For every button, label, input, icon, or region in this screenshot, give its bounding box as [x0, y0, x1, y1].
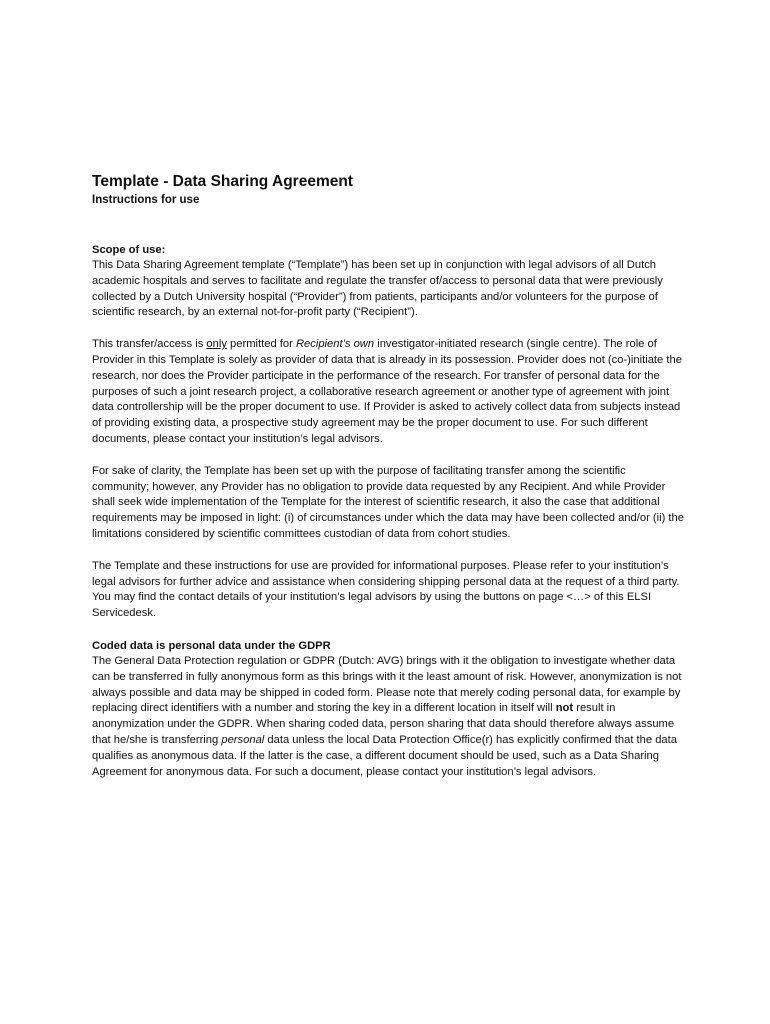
paragraph-transfer-access: [92, 337, 684, 448]
text-run: data unless the local Data Protection Office(r) has explicitly confirmed that the data qualifies as anonymous data. If the latter is the case, a different document should be used, such as a Data Sharing Agreement for anonymous data. For such a document, please contact your institution’s legal advisors.: [92, 733, 677, 778]
document-body: [92, 172, 684, 796]
paragraph-informational: The Template and these instructions for use are provided for informational purposes. Please refer to your institution’s legal advisors for further advice and assistance when considering shipping personal data at the request of a third party. You may find the contact details of your institution’s legal advisors by using the buttons on page <…> of this ELSI Servicedesk.: [92, 559, 680, 620]
text-run: This transfer/access is: [92, 338, 207, 351]
text-run: permitted for: [226, 338, 296, 351]
emphasis-personal: personal: [221, 733, 265, 746]
text-run: result in anonymization under the GDPR. When sharing coded data, person sharing that data should therefore always assume that he/she is transferring: [92, 702, 675, 746]
emphasis-only: only: [206, 338, 227, 351]
document-title: Template - Data Sharing Agreement: [92, 173, 353, 190]
gdpr-heading: Coded data is personal data under the GDPR: [92, 639, 331, 652]
scope-heading: Scope of use:: [92, 244, 166, 256]
paragraph-scope: This Data Sharing Agreement template (“Template”) has been set up in conjunction with legal advisors of all Dutch academic hospitals and serves to facilitate and regulate the transfer of/access to personal data that were previously collected by a Dutch University hospital (“Provider”) from patients, participants and/or volunteers for the purpose of scientific research, by an external not-for-profit party (“Recipient”).: [92, 259, 663, 319]
text-run: investigator-initiated research (single centre). The role of Provider in this Template is solely as provider of data that is already in its possession. Provider does not (co-)initiate the research, nor does the Provider participate in the performance of the research. For transfer of personal data for the purposes of such a joint research project, a collaborative research agreement or another type of agreement with joint data controllership will be the proper document to use. If Provider is asked to actively collect data from subjects instead of providing existing data, a prospective study agreement may be the proper document to use. For such different documents, please contact your institution’s legal advisors.: [92, 338, 682, 445]
paragraph-clarity: For sake of clarity, the Template has been set up with the purpose of facilitating transfer among the scientific community; however, any Provider has no obligation to provide data requested by any Recipient. And while Provider shall seek wide implementation of the Template for the interest of scientific research, it also the case that additional requirements may be imposed in light: (i) of circumstances under which the data may have been collected and/or (ii) the limitations considered by scientific committees custodian of data from cohort studies.: [92, 464, 684, 540]
emphasis-recipients-own: Recipient’s own: [295, 338, 375, 351]
document-subtitle: Instructions for use: [92, 194, 200, 206]
text-run: The General Data Protection regulation or GDPR (Dutch: AVG) brings with it the obligation to investigate whether data can be transferred in fully anonymous form as this brings with it the least amount of risk. However, anonymization is not always possible and data may be shipped in coded form. Please note that merely coding personal data, for example by replacing direct identifiers with a number and storing the key in a different location in itself will: [92, 654, 682, 715]
emphasis-not: not: [555, 702, 574, 715]
paragraph-gdpr: [92, 654, 684, 780]
